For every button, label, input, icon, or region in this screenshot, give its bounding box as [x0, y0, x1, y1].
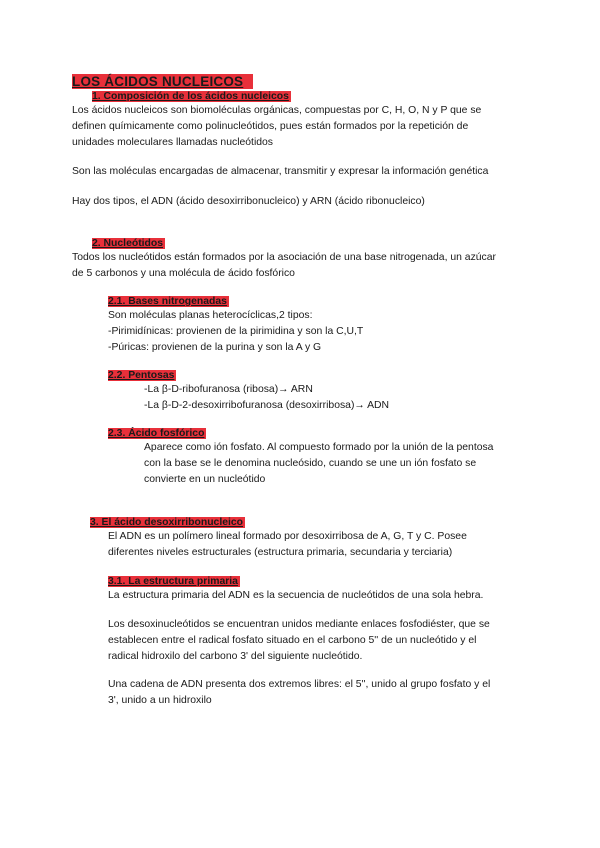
- text-line: establecen entre el radical fosfato situado en el carbono 5'' de un nucleótido y el: [108, 635, 477, 646]
- text-line: Una cadena de ADN presenta dos extremos libres: el 5'', unido al grupo fosfato y el: [108, 679, 491, 690]
- subsection-3-1-paragraph-2: [108, 617, 490, 665]
- subsection-2-2-heading-text: 2.2. Pentosas: [108, 370, 175, 381]
- subsection-2-3-heading-text: 2.3. Ácido fosfórico: [108, 428, 205, 439]
- text-line: definen químicamente como polinucleótidos, pues están formados por la repetición de: [72, 121, 469, 132]
- section-1-paragraph-1: [72, 103, 481, 151]
- section-3-paragraph-1: [108, 529, 467, 561]
- document-title: [72, 74, 253, 89]
- section-2-paragraph-1: [72, 250, 496, 282]
- subsection-2-1-heading-text: 2.1. Bases nitrogenadas: [108, 296, 227, 307]
- subsection-2-2-heading: [108, 369, 176, 382]
- text-line: radical hidroxilo del carbono 3' del siguiente nucleótido.: [108, 651, 363, 662]
- text-line: con la base se le denomina nucleósido, cuando se une un ión fosfato se: [144, 458, 477, 469]
- text-line: unidades moleculares llamadas nucleótidos: [72, 137, 274, 148]
- section-2-heading: [92, 237, 165, 250]
- text-line: Los ácidos nucleicos son biomoléculas orgánicas, compuestas por C, H, O, N y P que se: [72, 105, 482, 116]
- section-3-heading: [90, 516, 245, 529]
- text-line: -La β-D-ribofuranosa (ribosa)→ ARN: [144, 384, 313, 395]
- subsection-2-1-heading: [108, 295, 229, 308]
- section-1-heading: [92, 90, 291, 103]
- title-text: LOS ÁCIDOS NUCLEICOS: [72, 74, 253, 89]
- text-line: 3', unido a un hidroxilo: [108, 695, 212, 706]
- section-1-paragraph-3: Hay dos tipos, el ADN (ácido desoxirribonucleico) y ARN (ácido ribonucleico): [72, 196, 425, 207]
- text-line: -Púricas: provienen de la purina y son la A y G: [108, 342, 322, 353]
- text-line: El ADN es un polímero lineal formado por desoxirribosa de A, G, T y C. Posee: [108, 531, 467, 542]
- text-line: Todos los nucleótidos están formados por la asociación de una base nitrogenada, un azúcar: [72, 252, 496, 263]
- section-3-heading-text: 3. El ácido desoxirribonucleico: [90, 517, 244, 528]
- subsection-3-1-heading-text: 3.1. La estructura primaria: [108, 576, 238, 587]
- subsection-2-3-body: [144, 440, 493, 488]
- text-line: -La β-D-2-desoxirribofuranosa (desoxirribosa)→ ADN: [144, 400, 390, 411]
- subsection-3-1-heading: [108, 575, 240, 588]
- subsection-2-3-heading: [108, 427, 206, 440]
- text-line: Aparece como ión fosfato. Al compuesto formado por la unión de la pentosa: [144, 442, 494, 453]
- text-line: diferentes niveles estructurales (estructura primaria, secundaria y terciaria): [108, 547, 453, 558]
- section-1-heading-text: 1. Composición de los ácidos nucleicos: [92, 91, 289, 102]
- subsection-3-1-paragraph-3: [108, 677, 490, 709]
- subsection-2-2-body: [144, 382, 389, 414]
- subsection-3-1-paragraph-1: La estructura primaria del ADN es la secuencia de nucleótidos de una sola hebra.: [108, 590, 484, 601]
- text-line: -Pirimidínicas: provienen de la pirimidina y son la C,U,T: [108, 326, 364, 337]
- text-line: Son moléculas planas heterocíclicas,2 tipos:: [108, 310, 313, 321]
- section-2-heading-text: 2. Nucleótidos: [92, 238, 164, 249]
- text-line: de 5 carbonos y una molécula de ácido fosfórico: [72, 268, 295, 279]
- subsection-2-1-body: [108, 308, 363, 356]
- text-line: Los desoxinucleótidos se encuentran unidos mediante enlaces fosfodiéster, que se: [108, 619, 490, 630]
- section-1-paragraph-2: Son las moléculas encargadas de almacenar, transmitir y expresar la información genética: [72, 166, 489, 177]
- text-line: convierte en un nucleótido: [144, 474, 266, 485]
